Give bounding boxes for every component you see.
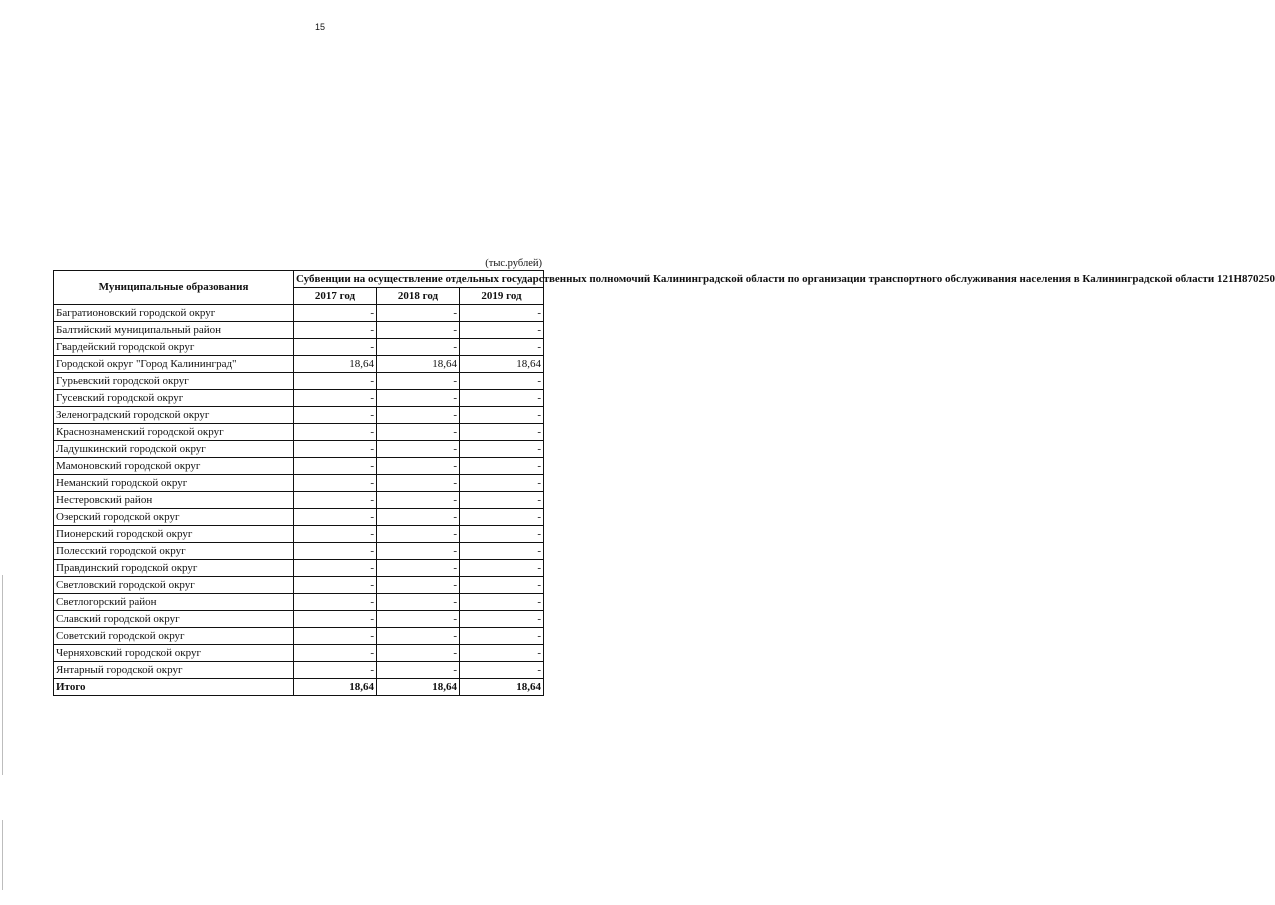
value-2019: - (460, 390, 544, 407)
value-2017: - (294, 441, 377, 458)
municipality-name: Янтарный городской округ (54, 662, 294, 679)
year-header-2018: 2018 год (377, 288, 460, 305)
value-2019: - (460, 577, 544, 594)
value-2019: 18,64 (460, 679, 544, 696)
value-2017: - (294, 628, 377, 645)
value-2018: - (377, 407, 460, 424)
municipality-name: Неманский городской округ (54, 475, 294, 492)
municipality-name: Озерский городской округ (54, 509, 294, 526)
municipality-name: Багратионовский городской округ (54, 305, 294, 322)
value-2017: - (294, 424, 377, 441)
table-row (54, 492, 544, 509)
value-2017: - (294, 475, 377, 492)
value-2019: - (460, 526, 544, 543)
value-2018: - (377, 373, 460, 390)
value-2017: - (294, 560, 377, 577)
value-2019: - (460, 441, 544, 458)
value-2017: - (294, 390, 377, 407)
municipality-name: Пионерский городской округ (54, 526, 294, 543)
value-2017: - (294, 339, 377, 356)
value-2017: - (294, 526, 377, 543)
value-2017: - (294, 458, 377, 475)
table-row (54, 339, 544, 356)
value-2018: - (377, 662, 460, 679)
table-row (54, 662, 544, 679)
value-2019: - (460, 492, 544, 509)
value-2018: - (377, 645, 460, 662)
table-row (54, 611, 544, 628)
table-row (54, 594, 544, 611)
units-label: (тыс.рублей) (485, 258, 542, 269)
value-2018: - (377, 594, 460, 611)
table-row (54, 645, 544, 662)
municipality-name: Нестеровский район (54, 492, 294, 509)
value-2019: - (460, 475, 544, 492)
municipality-name: Правдинский городской округ (54, 560, 294, 577)
municipality-name: Славский городской округ (54, 611, 294, 628)
value-2018: - (377, 424, 460, 441)
table-row (54, 577, 544, 594)
value-2017: - (294, 305, 377, 322)
table-row (54, 424, 544, 441)
value-2019: - (460, 560, 544, 577)
year-header-2017: 2017 год (294, 288, 377, 305)
scan-edge-mark (2, 575, 3, 775)
value-2018: - (377, 492, 460, 509)
table-row (54, 407, 544, 424)
municipality-name: Городской округ "Город Калининград" (54, 356, 294, 373)
table-row (54, 390, 544, 407)
value-2018: - (377, 339, 460, 356)
year-header-2019: 2019 год (460, 288, 544, 305)
value-2019: - (460, 339, 544, 356)
municipality-name: Светловский городской округ (54, 577, 294, 594)
value-2019: - (460, 322, 544, 339)
value-2018: - (377, 475, 460, 492)
value-2019: - (460, 424, 544, 441)
value-2017: - (294, 322, 377, 339)
municipality-name: Светлогорский район (54, 594, 294, 611)
value-2018: - (377, 322, 460, 339)
page-number: 15 (314, 22, 325, 32)
value-2017: - (294, 645, 377, 662)
municipality-name: Черняховский городской округ (54, 645, 294, 662)
value-2018: - (377, 526, 460, 543)
municipality-name: Полесский городской округ (54, 543, 294, 560)
value-2019: 18,64 (460, 356, 544, 373)
municipality-name: Краснознаменский городской округ (54, 424, 294, 441)
municipality-name: Гусевский городской округ (54, 390, 294, 407)
value-2017: - (294, 662, 377, 679)
value-2017: 18,64 (294, 356, 377, 373)
table-row (54, 526, 544, 543)
value-2018: - (377, 390, 460, 407)
value-2019: - (460, 509, 544, 526)
value-2019: - (460, 662, 544, 679)
municipality-name: Зеленоградский городской округ (54, 407, 294, 424)
value-2017: 18,64 (294, 679, 377, 696)
subvention-table (53, 270, 1275, 696)
scan-edge-mark (2, 820, 3, 890)
value-2017: - (294, 543, 377, 560)
value-2018: - (377, 441, 460, 458)
value-2018: - (377, 560, 460, 577)
value-2017: - (294, 492, 377, 509)
subvention-column-header: Субвенции на осуществление отдельных государственных полномочий Калининградской области по организации транспортного обслуживания населения в Калининградской области 121H870250 (294, 271, 544, 288)
table-row (54, 475, 544, 492)
value-2017: - (294, 577, 377, 594)
value-2019: - (460, 628, 544, 645)
table-row (54, 628, 544, 645)
value-2019: - (460, 543, 544, 560)
table-row (54, 356, 544, 373)
value-2019: - (460, 458, 544, 475)
value-2018: 18,64 (377, 356, 460, 373)
value-2017: - (294, 407, 377, 424)
table-row (54, 441, 544, 458)
table-row (54, 560, 544, 577)
table-row (54, 509, 544, 526)
table-row (54, 322, 544, 339)
municipality-name: Ладушкинский городской округ (54, 441, 294, 458)
value-2018: 18,64 (377, 679, 460, 696)
value-2019: - (460, 305, 544, 322)
municipality-name: Мамоновский городской округ (54, 458, 294, 475)
value-2019: - (460, 645, 544, 662)
municipality-column-header: Муниципальные образования (54, 271, 294, 305)
municipality-name: Гвардейский городской округ (54, 339, 294, 356)
municipality-name: Балтийский муниципальный район (54, 322, 294, 339)
value-2018: - (377, 509, 460, 526)
municipality-name: Итого (54, 679, 294, 696)
value-2018: - (377, 543, 460, 560)
table-row (54, 458, 544, 475)
value-2019: - (460, 407, 544, 424)
total-row (54, 679, 544, 696)
table-row (54, 373, 544, 390)
table-body (54, 305, 544, 696)
value-2017: - (294, 594, 377, 611)
table-header-row (54, 271, 544, 288)
municipality-name: Гурьевский городской округ (54, 373, 294, 390)
value-2017: - (294, 509, 377, 526)
value-2018: - (377, 611, 460, 628)
municipality-name: Советский городской округ (54, 628, 294, 645)
table-row (54, 305, 544, 322)
value-2019: - (460, 611, 544, 628)
table-row (54, 543, 544, 560)
value-2019: - (460, 594, 544, 611)
value-2019: - (460, 373, 544, 390)
value-2017: - (294, 611, 377, 628)
value-2018: - (377, 577, 460, 594)
value-2017: - (294, 373, 377, 390)
value-2018: - (377, 305, 460, 322)
value-2018: - (377, 628, 460, 645)
value-2018: - (377, 458, 460, 475)
